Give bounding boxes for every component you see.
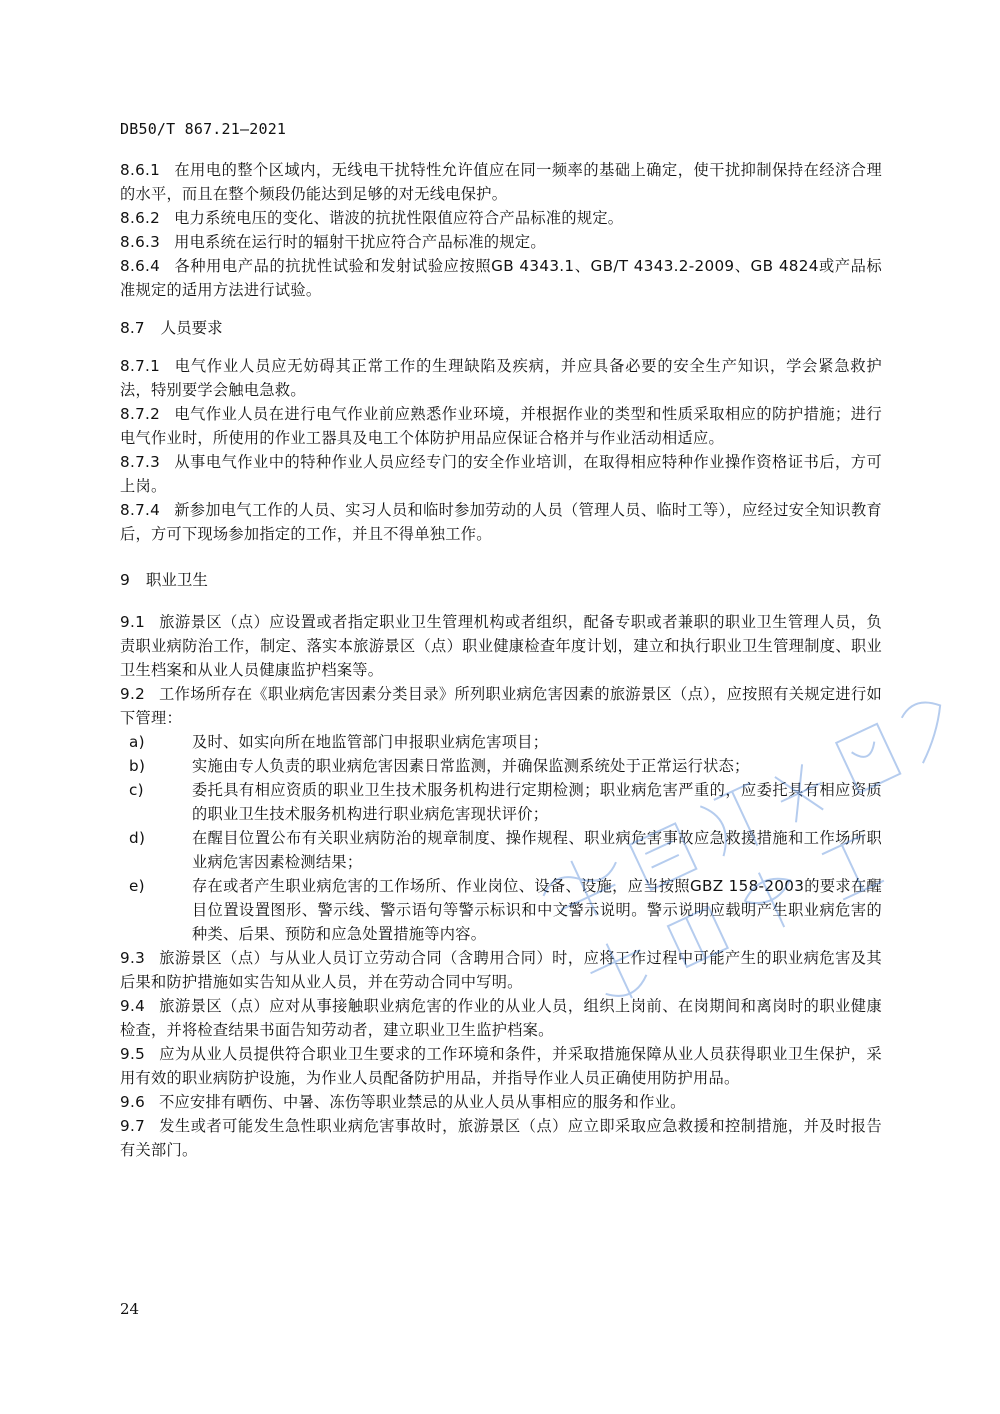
heading-number: 8.7 [120,319,145,337]
clause-paragraph [120,158,882,206]
list-item-text: 委托具有相应资质的职业卫生技术服务机构进行定期检测；职业病危害严重的，应委托具有相应资质的职业卫生技术服务机构进行职业病危害现状评价； [192,781,882,823]
clause-number: 8.7.4 [120,501,161,519]
clause-9-2-list [120,730,882,946]
section-9-clauses-b [120,946,882,1162]
clause-text: 新参加电气工作的人员、实习人员和临时参加劳动的人员（管理人员、临时工等），应经过安全知识教育后，方可下现场参加指定的工作，并且不得单独工作。 [120,501,882,543]
clause-paragraph [120,354,882,402]
clause-text: 电气作业人员在进行电气作业前应熟悉作业环境，并根据作业的类型和性质采取相应的防护措施；进行电气作业时，所使用的作业工器具及电工个体防护用品应保证合格并与作业活动相适应。 [120,405,882,447]
clause-paragraph [120,402,882,450]
clause-paragraph [120,946,882,994]
clause-paragraph [120,1042,882,1090]
list-item-marker: d) [129,829,146,847]
clause-paragraph [120,254,882,302]
clause-number: 8.6.2 [120,209,161,227]
clause-text: 应为从业人员提供符合职业卫生要求的工作环境和条件，并采取措施保障从业人员获得职业卫生保护，采用有效的职业病防护设施，为作业人员配备防护用品，并指导作业人员正确使用防护用品。 [120,1045,882,1087]
clause-paragraph [120,230,882,254]
list-item-marker: b) [129,757,146,775]
section-9-clauses-a [120,610,882,730]
clause-number: 8.7.1 [120,357,161,375]
clause-paragraph [120,610,882,682]
clause-text: 在用电的整个区域内，无线电干扰特性允许值应在同一频率的基础上确定，使干扰抑制保持在经济合理的水平，而且在整个频段仍能达到足够的对无线电保护。 [120,161,882,203]
list-item [120,874,882,946]
clause-number: 9.5 [120,1045,146,1063]
clause-text: 用电系统在运行时的辐射干扰应符合产品标准的规定。 [174,233,546,251]
clause-number: 9.7 [120,1117,146,1135]
clause-text: 不应安排有晒伤、中暑、冻伤等职业禁忌的从业人员从事相应的服务和作业。 [159,1093,686,1111]
clause-number: 8.7.3 [120,453,161,471]
clause-text: 旅游景区（点）应设置或者指定职业卫生管理机构或者组织，配备专职或者兼职的职业卫生管理人员，负责职业病防治工作，制定、落实本旅游景区（点）职业健康检查年度计划，建立和执行职业卫生管理制度、职业卫生档案和从业人员健康监护档案等。 [120,613,882,679]
clause-number: 8.6.4 [120,257,161,275]
clause-number: 9.2 [120,685,146,703]
document-code: DB50/T 867.21—2021 [120,120,287,138]
section-8-7-clauses [120,354,882,546]
list-item-text: 在醒目位置公布有关职业病防治的规章制度、操作规程、职业病危害事故应急救援措施和工作场所职业病危害因素检测结果； [192,829,882,871]
clause-number: 9.1 [120,613,146,631]
clause-paragraph [120,682,882,730]
section-heading-8-7 [120,316,882,340]
clause-text: 旅游景区（点）应对从事接触职业病危害的作业的从业人员，组织上岗前、在岗期间和离岗时的职业健康检查，并将检查结果书面告知劳动者，建立职业卫生监护档案。 [120,997,882,1039]
heading-title: 人员要求 [160,319,223,337]
clause-number: 8.6.1 [120,161,161,179]
clause-text: 工作场所存在《职业病危害因素分类目录》所列职业病危害因素的旅游景区（点），应按照有关规定进行如下管理： [120,685,882,727]
list-item-text: 及时、如实向所在地监管部门申报职业病危害项目； [192,733,549,751]
clause-paragraph [120,206,882,230]
clause-text: 各种用电产品的抗扰性试验和发射试验应按照GB 4343.1、GB/T 4343.2-2009、GB 4824或产品标准规定的适用方法进行试验。 [120,257,882,299]
clause-text: 电气作业人员应无妨碍其正常工作的生理缺陷及疾病，并应具备必要的安全生产知识，学会紧急救护法，特别要学会触电急救。 [120,357,882,399]
clause-text: 电力系统电压的变化、谐波的抗扰性限值应符合产品标准的规定。 [174,209,624,227]
clause-number: 8.6.3 [120,233,161,251]
clause-text: 发生或者可能发生急性职业病危害事故时，旅游景区（点）应立即采取应急救援和控制措施，并及时报告有关部门。 [120,1117,882,1159]
section-8-6-clauses [120,158,882,302]
list-item-marker: a) [129,733,145,751]
document-body [120,158,882,1162]
clause-text: 旅游景区（点）与从业人员订立劳动合同（含聘用合同）时，应将工作过程中可能产生的职业病危害及其后果和防护措施如实告知从业人员，并在劳动合同中写明。 [120,949,882,991]
heading-title: 职业卫生 [145,571,208,589]
list-item-text: 实施由专人负责的职业病危害因素日常监测，并确保监测系统处于正常运行状态； [192,757,750,775]
clause-paragraph [120,994,882,1042]
clause-paragraph [120,498,882,546]
section-heading-9 [120,568,882,592]
clause-paragraph [120,1090,882,1114]
clause-paragraph [120,450,882,498]
clause-text: 从事电气作业中的特种作业人员应经专门的安全作业培训，在取得相应特种作业操作资格证书后，方可上岗。 [120,453,882,495]
list-item [120,730,882,754]
list-item [120,826,882,874]
clause-number: 9.4 [120,997,146,1015]
list-item [120,754,882,778]
heading-number: 9 [120,571,130,589]
page-number: 24 [120,1300,140,1318]
list-item-marker: e) [129,877,145,895]
clause-number: 8.7.2 [120,405,161,423]
clause-number: 9.3 [120,949,146,967]
clause-paragraph [120,1114,882,1162]
list-item-text: 存在或者产生职业病危害的工作场所、作业岗位、设备、设施，应当按照GBZ 158-2003的要求在醒目位置设置图形、警示线、警示语句等警示标识和中文警示说明。警示说明应载明产生职业病危害的种类、后果、预防和应急处置措施等内容。 [192,877,882,943]
list-item [120,778,882,826]
list-item-marker: c) [129,781,144,799]
clause-number: 9.6 [120,1093,146,1111]
